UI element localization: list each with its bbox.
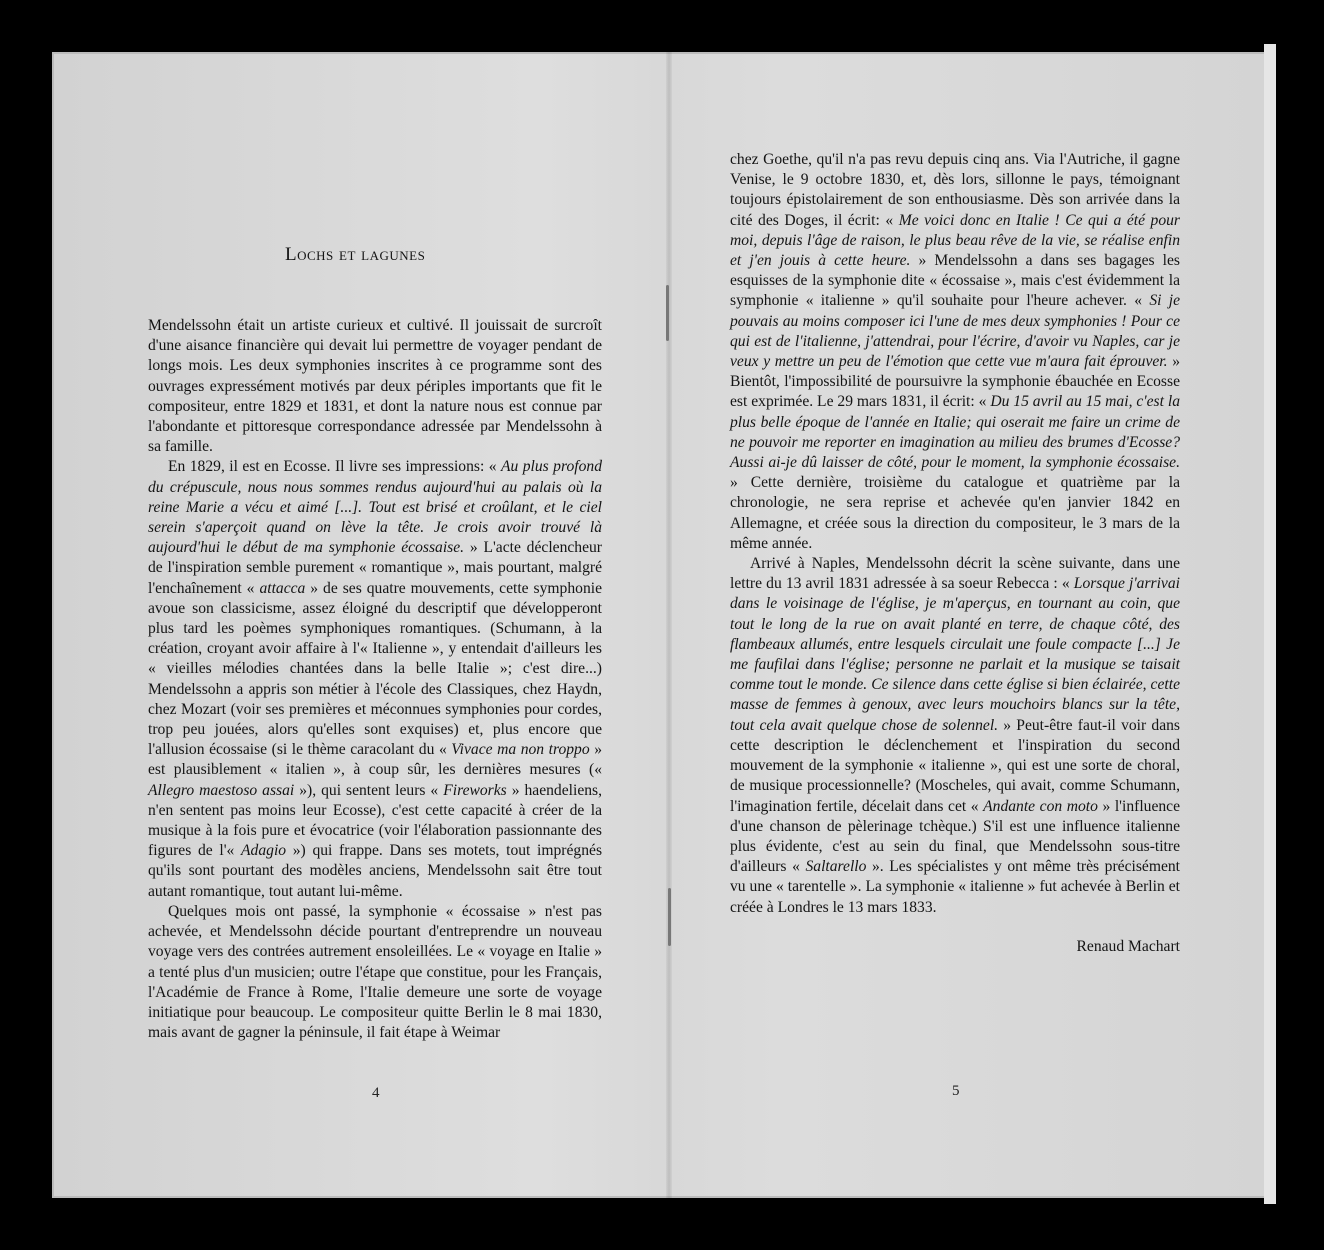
- page-edge: [1264, 44, 1276, 1204]
- body-text: » Cette dernière, troisième du catalogue et quatrième par la chronologie, ne sera reprise et achevée qu'en janvier 1842 en Allemagne, et créée sous la direction du compositeur, le 3 mars de la même année.: [730, 474, 1180, 552]
- staple-bottom: [668, 888, 671, 946]
- body-text: » Mendelssohn a dans ses bagages les esquisses de la symphonie dite « écossaise », mais c'est évidemment la symphonie « italienne » qu'il souhaite pour l'heure achever. «: [730, 252, 1181, 310]
- paragraph: [148, 316, 602, 457]
- body-text: Quelques mois ont passé, la symphonie « écossaise » n'est pas achevée, et Mendelssohn décide pourtant d'entreprendre un nouveau voyage vers des contrées autrement ensoleillées. Le « voyage en Italie » a tenté plus d'un musicien; outre l'étape que constitue, pour les Français, l'Académie de France à Rome, l'Italie demeure une sorte de voyage initiatique pour beaucoup. Le compositeur quitte Berlin le 8 mai 1830, mais avant de gagner la péninsule, il fait étape à Weimar: [148, 902, 602, 1042]
- quotation-text: Si je pouvais au moins composer ici l'une de mes deux symphonies ! Pour ce qui est de l'italienne, j'attendrai, pour l'écrire, d'avoir vu Naples, car je veux y mettre un peu de l'émotion que cette vue m'aura fait éprouver.: [730, 292, 1180, 371]
- paragraph: [148, 902, 602, 1043]
- paragraph: [730, 554, 1180, 918]
- paragraph: [148, 457, 602, 901]
- quotation-text: Adagio: [241, 842, 287, 860]
- quotation-text: Au plus profond du crépuscule, nous nous sommes rendus aujourd'hui au palais où la reine Marie a vécu et aimé [...]. Tout est brisé et croûlant, et le ciel serein s'aperçoit quand on lève la tête. Je crois avoir trouvé là aujourd'hui le début de ma symphonie écossaise.: [148, 458, 602, 557]
- quotation-text: Du 15 avril au 15 mai, c'est la plus belle époque de l'année en Italie; qui oserait me faire un crime de ne pouvoir me reporter en imagination au milieu des brumes d'Ecosse? Aussi ai-je dû laisser de côté, pour le moment, la symphonie écossaise.: [730, 393, 1180, 472]
- body-text: » Peut-être faut-il voir dans cette description le déclenchement et l'inspiration du second mouvement de la symphonie « italienne », qui est une sorte de choral, de musique processionnelle? (Moscheles, qui avait, comme Schumann, l'imagination fertile, décelait dans cet «: [730, 716, 1180, 815]
- body-text: » de ses quatre mouvements, cette symphonie avoue son classicisme, assez éloigné du descriptif que développeront plus tard les poèmes symphoniques romantiques. (Schumann, à la création, croyant avoir affaire à l'« Italienne », y entendait d'ailleurs les « vieilles mélodies chantées dans la belle Italie »; c'est dire...) Mendelssohn a appris son métier à l'école des Classiques, chez Haydn, chez Mozart (voir ses premières et méconnues symphonies pour cordes, trop peu jouées, alors qu'elles sont exquises) et, plus encore que l'allusion écossaise (si le thème caracolant du «: [148, 579, 602, 759]
- quotation-text: Lorsque j'arrivai dans le voisinage de l'église, je m'aperçus, en tournant au coin, que tout le long de la rue on avait planté en terre, de chaque côté, des flambeaux allumés, entre lesquels circulait une foule compacte [...] Je me faufilai dans l'église; personne ne parlait et la musique se taisait comme tout le monde. Ce silence dans cette église si bien éclairée, cette masse de femmes à genoux, avec leurs mouchoirs blancs sur la tête, tout cela avait quelque chose de solennel.: [730, 575, 1180, 734]
- body-text: »), qui sentent leurs «: [294, 781, 444, 799]
- body-text: ») qui frappe. Dans ses motets, tout imprégnés qu'ils sont pourtant des modèles anciens, Mendelssohn sait être tout autant romantique, tout autant lui-même.: [148, 842, 603, 900]
- quotation-text: Saltarello: [805, 858, 867, 876]
- quotation-text: Andante con moto: [983, 797, 1098, 815]
- body-text: chez Goethe, qu'il n'a pas revu depuis cinq ans. Via l'Autriche, il gagne Venise, le 9 octobre 1830, et, dès lors, sillonne le pays, témoignant toujours épistolairement de son enthousiasme. Dès son arrivée dans la cité des Doges, il écrit: «: [730, 151, 1180, 229]
- quotation-text: Me voici donc en Italie ! Ce qui a été pour moi, depuis l'âge de raison, le plus beau rêve de la vie, se réalise enfin et j'en jouis à cette heure.: [730, 211, 1180, 270]
- body-text: Mendelssohn était un artiste curieux et cultivé. Il jouissait de surcroît d'une aisance financière qui devait lui permettre de voyager pendant de longs mois. Les deux symphonies inscrites à ce programme sont des ouvrages expressément motivés par deux périples importants que fit le compositeur, entre 1829 et 1831, et dont la nature nous est connue par l'abondante et pittoresque correspondance adressée par Mendelssohn à sa famille.: [148, 317, 602, 456]
- article-title: Lochs et lagunes: [285, 244, 426, 265]
- staple-top: [666, 285, 669, 341]
- author-signature: Renaud Machart: [1076, 938, 1180, 955]
- body-text: » est plausiblement « italien », à coup sûr, les dernières mesures («: [148, 741, 602, 779]
- body-text: » Bientôt, l'impossibilité de poursuivre la symphonie ébauchée en Ecosse est exprimée. Le 29 mars 1831, il écrit: «: [730, 353, 1180, 411]
- right-page-body: [730, 150, 1180, 918]
- quotation-text: Vivace ma non troppo: [451, 741, 590, 759]
- body-text: ». Les spécialistes y ont même très précisément vu une « tarentelle ». La symphonie « italienne » fut achevée à Berlin et créée à Londres le 13 mars 1833.: [730, 858, 1180, 916]
- quotation-text: Allegro maestoso assai: [148, 781, 295, 799]
- booklet-gutter: [666, 52, 672, 1198]
- body-text: » l'influence d'une chanson de pèlerinage tchèque.) S'il est une influence italienne plus évidente, c'est au sein du final, que Mendelssohn sous-titre d'ailleurs «: [730, 797, 1181, 876]
- page-number-left: 4: [372, 1085, 380, 1101]
- page-number-right: 5: [952, 1083, 960, 1099]
- left-page-body: [148, 316, 602, 1043]
- paragraph: [730, 150, 1180, 554]
- body-text: Arrivé à Naples, Mendelssohn décrit la scène suivante, dans une lettre du 13 avril 1831 adressée à sa soeur Rebecca : «: [730, 555, 1180, 593]
- body-text: En 1829, il est en Ecosse. Il livre ses impressions: «: [168, 458, 501, 476]
- quotation-text: attacca: [259, 579, 306, 597]
- body-text: » haendeliens, n'en sentent pas moins leur Ecosse), c'est cette capacité à créer de la musique à la fois pure et évocatrice (voir l'élaboration passionnante des figures de l'«: [148, 781, 603, 860]
- quotation-text: Fireworks: [443, 781, 507, 799]
- body-text: » L'acte déclencheur de l'inspiration semble purement « romantique », mais pourtant, malgré l'enchaînement «: [148, 539, 602, 597]
